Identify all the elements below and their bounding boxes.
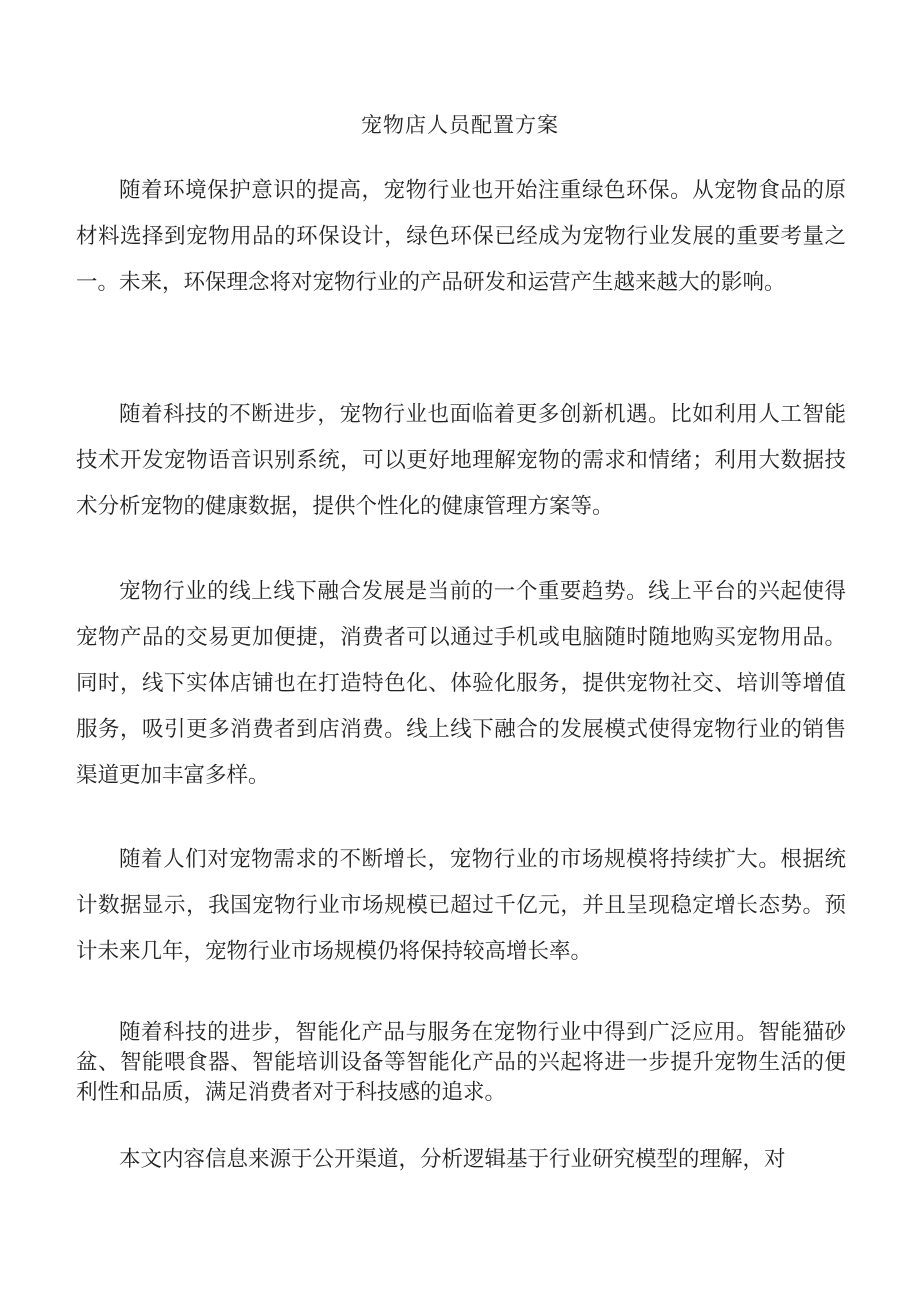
paragraph-market-scale: 随着人们对宠物需求的不断增长，宠物行业的市场规模将持续扩大。根据统计数据显示，我国宠物行业市场规模已超过千亿元，并且呈现稳定增长态势。预计未来几年，宠物行业市场规模仍将保持较高增长率。	[76, 847, 846, 964]
paragraph-smart-products: 随着科技的进步，智能化产品与服务在宠物行业中得到广泛应用。智能猫砂盆、智能喂食器、智能培训设备等智能化产品的兴起将进一步提升宠物生活的便利性和品质，满足消费者对于科技感的追求。	[76, 1020, 846, 1105]
paragraph-online-offline-integration: 宠物行业的线上线下融合发展是当前的一个重要趋势。线上平台的兴起使得宠物产品的交易更加便捷，消费者可以通过手机或电脑随时随地购买宠物用品。同时，线下实体店铺也在打造特色化、体验化服务，提供宠物社交、培训等增值服务，吸引更多消费者到店消费。线上线下融合的发展模式使得宠物行业的销售渠道更加丰富多样。	[76, 579, 846, 788]
paragraph-environmental-protection: 随着环境保护意识的提高，宠物行业也开始注重绿色环保。从宠物食品的原材料选择到宠物用品的环保设计，绿色环保已经成为宠物行业发展的重要考量之一。未来，环保理念将对宠物行业的产品研发和运营产生越来越大的影响。	[76, 178, 846, 295]
page-title: 宠物店人员配置方案	[361, 113, 559, 137]
paragraph-source-disclaimer: 本文内容信息来源于公开渠道，分析逻辑基于行业研究模型的理解，对	[119, 1147, 786, 1172]
paragraph-technology-innovation: 随着科技的不断进步，宠物行业也面临着更多创新机遇。比如利用人工智能技术开发宠物语音识别系统，可以更好地理解宠物的需求和情绪；利用大数据技术分析宠物的健康数据，提供个性化的健康管理方案等。	[76, 402, 846, 519]
